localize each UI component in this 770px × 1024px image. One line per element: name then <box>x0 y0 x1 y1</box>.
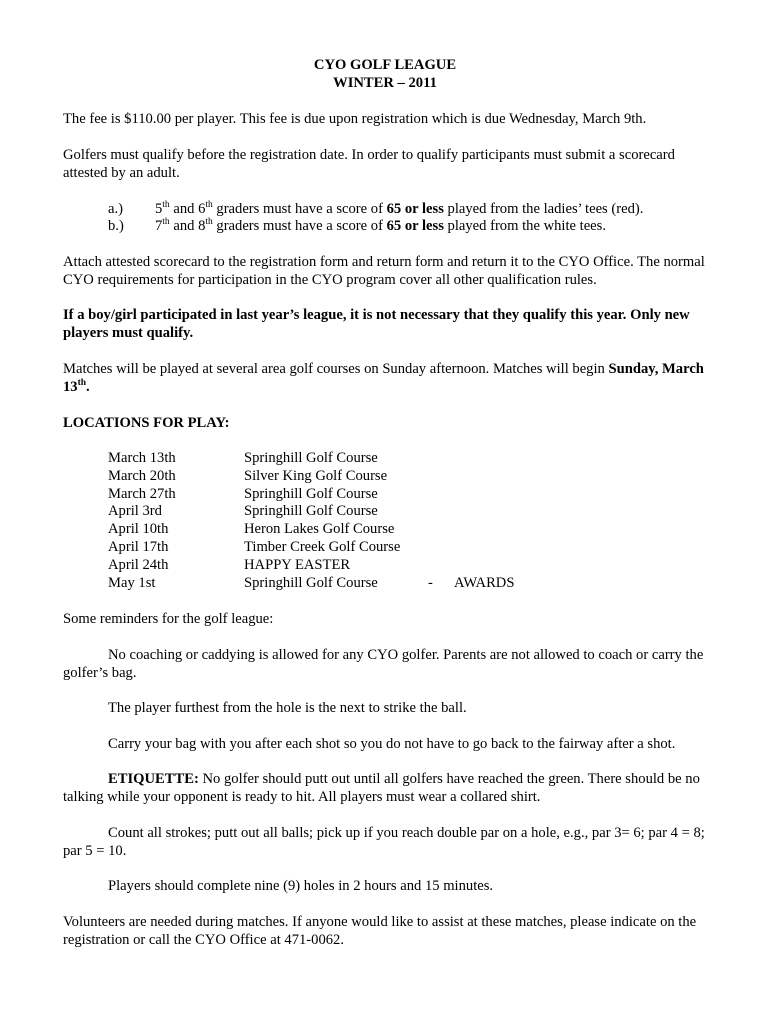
matches-paragraph: Matches will be played at several area golf courses on Sunday afternoon. Matches will begin Sunday, March 13th. <box>63 361 704 395</box>
location-course: Springhill Golf Course <box>244 486 378 502</box>
list-item: 5th and 6th graders must have a score of 65 or less played from the ladies’ tees (red). <box>155 200 644 217</box>
attach-paragraph: Attach attested scorecard to the registration form and return form and return it to the CYO Office. The normal CYO requirements for participation in the CYO program cover all other qualification rules. <box>63 254 705 288</box>
reminder-coaching: No coaching or caddying is allowed for any CYO golfer. Parents are not allowed to coach or carry the golfer’s bag. <box>63 647 704 681</box>
location-course: Springhill Golf Course <box>244 575 378 591</box>
location-course: HAPPY EASTER <box>244 557 351 573</box>
reminder-strokes: Count all strokes; putt out all balls; pick up if you reach double par on a hole, e.g., par 3= 6; par 4 = 8; par 5 = 10. <box>63 825 705 859</box>
volunteers-paragraph: Volunteers are needed during matches. If anyone would like to assist at these matches, please indicate on the registration or call the CYO Office at 471-0062. <box>63 914 697 948</box>
reminders-heading: Some reminders for the golf league: <box>63 611 274 627</box>
reminder-time: Players should complete nine (9) holes in 2 hours and 15 minutes. <box>108 878 494 894</box>
awards-note: AWARDS <box>454 575 515 591</box>
location-course: Springhill Golf Course <box>244 503 378 519</box>
qualify-paragraph: Golfers must qualify before the registration date. In order to qualify participants must submit a scorecard attested by an adult. <box>63 147 675 181</box>
location-date: April 24th <box>108 557 169 573</box>
awards-dash: - <box>428 575 433 591</box>
location-course: Silver King Golf Course <box>244 468 388 484</box>
location-course: Springhill Golf Course <box>244 450 378 466</box>
list-marker: a.) <box>108 201 123 217</box>
location-course: Timber Creek Golf Course <box>244 539 401 555</box>
location-date: May 1st <box>108 575 156 591</box>
document-title: CYO GOLF LEAGUE <box>313 57 457 73</box>
document-subtitle: WINTER – 2011 <box>333 75 437 91</box>
list-marker: b.) <box>108 218 124 234</box>
location-date: April 17th <box>108 539 169 555</box>
location-date: March 27th <box>108 486 176 502</box>
returning-players-paragraph: If a boy/girl participated in last year’s league, it is not necessary that they qualify this year. Only new players must qualify. <box>63 307 690 341</box>
reminder-etiquette: ETIQUETTE: No golfer should putt out until all golfers have reached the green. There should be no talking while your opponent is ready to hit. All players must wear a collared shirt. <box>63 771 700 805</box>
location-date: March 13th <box>108 450 176 466</box>
location-date: March 20th <box>108 468 176 484</box>
location-course: Heron Lakes Golf Course <box>244 521 395 537</box>
reminder-furthest: The player furthest from the hole is the next to strike the ball. <box>108 700 467 716</box>
locations-heading: LOCATIONS FOR PLAY: <box>63 415 230 431</box>
location-date: April 3rd <box>108 503 162 519</box>
list-item: 7th and 8th graders must have a score of 65 or less played from the white tees. <box>155 217 606 234</box>
location-date: April 10th <box>108 521 169 537</box>
fee-paragraph: The fee is $110.00 per player. This fee is due upon registration which is due Wednesday, March 9th. <box>63 111 647 127</box>
reminder-bag: Carry your bag with you after each shot so you do not have to go back to the fairway after a shot. <box>108 736 676 752</box>
